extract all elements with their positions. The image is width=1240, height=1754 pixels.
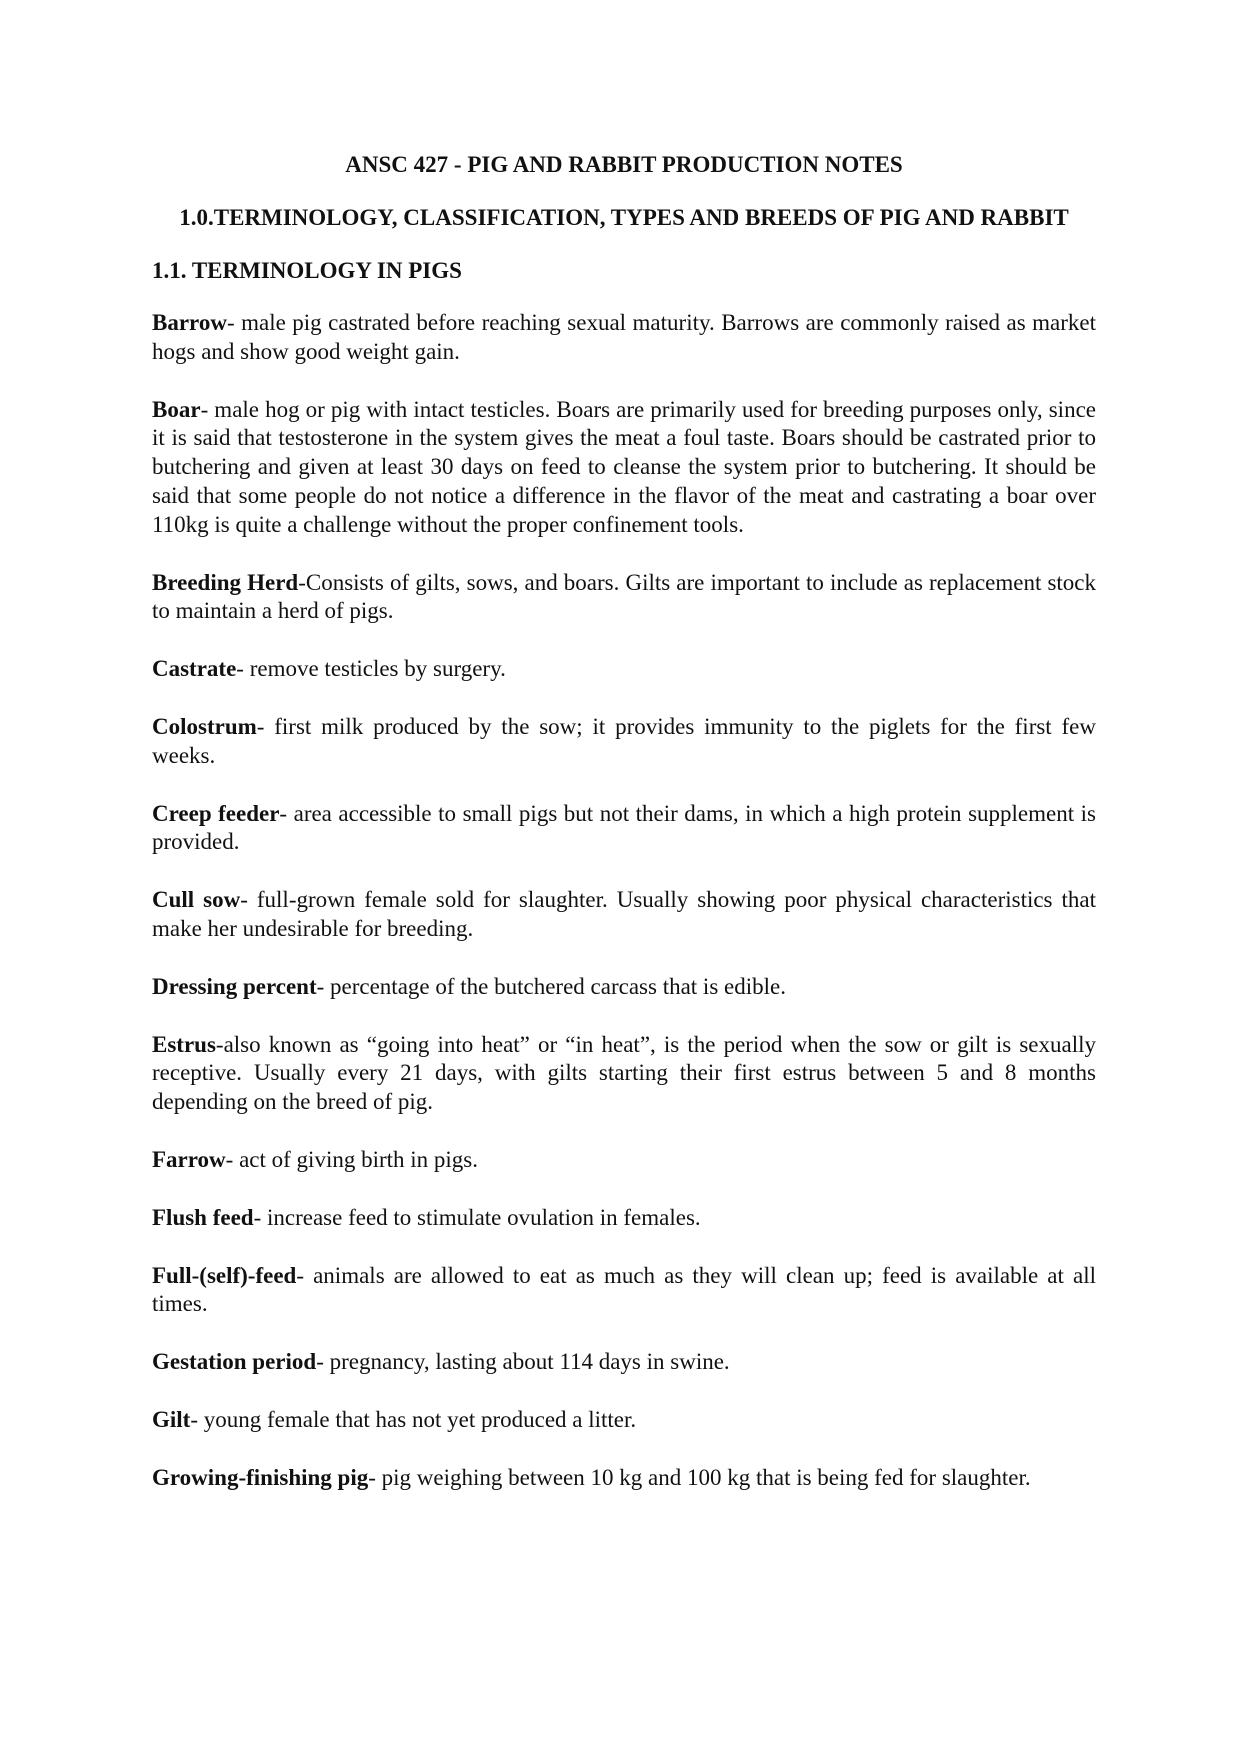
term-entry bbox=[152, 713, 1096, 771]
term-definition: - animals are allowed to eat as much as they will clean up; feed is available at all times. bbox=[152, 1262, 1096, 1317]
term-definition: - full-grown female sold for slaughter. Usually showing poor physical characteristics that make her undesirable for breeding. bbox=[152, 887, 1096, 941]
term-definition: - area accessible to small pigs but not their dams, in which a high protein supplement is provided. bbox=[152, 800, 1096, 855]
term-label: Gilt bbox=[152, 1406, 191, 1432]
term-label: Growing-finishing pig bbox=[152, 1464, 369, 1490]
term-label: Cull sow bbox=[152, 887, 241, 913]
term-label: Barrow bbox=[152, 310, 227, 335]
term-entry bbox=[152, 800, 1096, 858]
term-definition: - young female that has not yet produced a litter. bbox=[190, 1406, 637, 1432]
term-entry bbox=[152, 1146, 1096, 1175]
term-entry bbox=[152, 396, 1096, 540]
term-label: Castrate bbox=[152, 656, 237, 682]
term-definition: - first milk produced by the sow; it provides immunity to the piglets for the first few weeks. bbox=[152, 713, 1096, 768]
term-label: Creep feeder bbox=[152, 800, 280, 826]
term-definition: - pregnancy, lasting about 114 days in swine. bbox=[316, 1349, 730, 1375]
term-entry bbox=[152, 1204, 1096, 1233]
term-label: Full-(self)-feed bbox=[152, 1262, 297, 1288]
section-heading: 1.1. TERMINOLOGY IN PIGS bbox=[152, 258, 462, 283]
term-definition: -Consists of gilts, sows, and boars. Gilts are important to include as replacement stock to maintain a herd of pigs. bbox=[152, 569, 1096, 624]
term-definition: - increase feed to stimulate ovulation in females. bbox=[253, 1204, 701, 1230]
term-entry bbox=[152, 1031, 1096, 1117]
term-definition: - act of giving birth in pigs. bbox=[225, 1146, 478, 1172]
term-definition: - male hog or pig with intact testicles. Boars are primarily used for breeding purposes only, since it is said that testosterone in the system gives the meat a foul taste. Boars should be castrated prior to butchering and given at least 30 days on feed to cleanse the system prior to butchering. It should be said that some people do not notice a difference in the flavor of the meat and castrating a boar over 110kg is quite a challenge without the proper confinement tools. bbox=[152, 396, 1096, 537]
term-label: Colostrum bbox=[152, 713, 257, 739]
term-entry bbox=[152, 886, 1096, 944]
term-label: Gestation period bbox=[152, 1349, 317, 1375]
term-definition: - pig weighing between 10 kg and 100 kg that is being fed for slaughter. bbox=[368, 1464, 1031, 1490]
term-entry bbox=[152, 1348, 1096, 1377]
term-entry bbox=[152, 309, 1096, 367]
term-definition: - percentage of the butchered carcass that is edible. bbox=[316, 973, 786, 999]
document-page bbox=[152, 150, 1096, 1522]
term-definition: - male pig castrated before reaching sexual maturity. Barrows are commonly raised as market hogs and show good weight gain. bbox=[152, 310, 1096, 364]
term-label: Dressing percent bbox=[152, 973, 317, 999]
term-entry bbox=[152, 655, 1096, 684]
term-definition: -also known as “going into heat” or “in heat”, is the period when the sow or gilt is sexually receptive. Usually every 21 days, with gilts starting their first estrus between 5 and 8 months depending on the breed of pig. bbox=[152, 1031, 1096, 1115]
term-label: Boar bbox=[152, 396, 201, 422]
term-label: Estrus bbox=[152, 1031, 216, 1057]
term-entry bbox=[152, 973, 1096, 1002]
term-entry bbox=[152, 569, 1096, 627]
chapter-heading: 1.0.TERMINOLOGY, CLASSIFICATION, TYPES AND BREEDS OF PIG AND RABBIT bbox=[179, 205, 1069, 230]
term-entry bbox=[152, 1464, 1096, 1493]
term-label: Flush feed bbox=[152, 1204, 254, 1230]
term-entry bbox=[152, 1262, 1096, 1320]
document-title: ANSC 427 - PIG AND RABBIT PRODUCTION NOTES bbox=[345, 152, 903, 177]
term-label: Farrow bbox=[152, 1146, 226, 1172]
term-definition: - remove testicles by surgery. bbox=[236, 656, 506, 682]
term-entry bbox=[152, 1406, 1096, 1435]
term-label: Breeding Herd bbox=[152, 569, 299, 595]
